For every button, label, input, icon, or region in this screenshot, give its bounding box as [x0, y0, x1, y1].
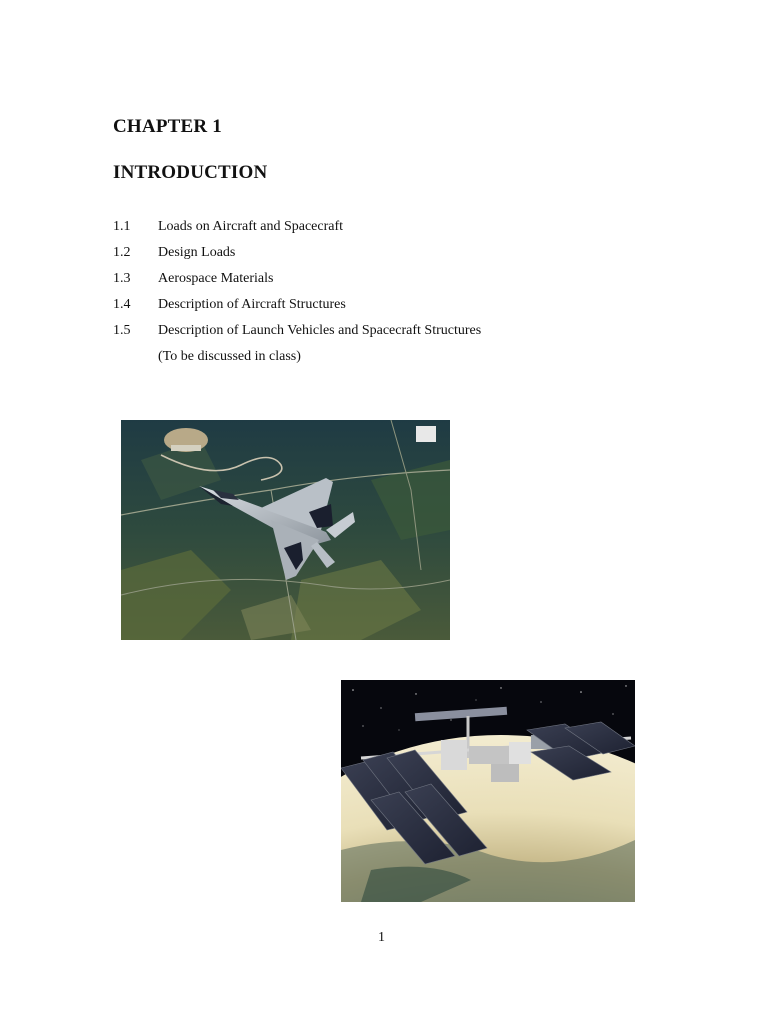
- discussion-note: (To be discussed in class): [158, 349, 301, 364]
- fighter-jet-photo: [121, 420, 450, 640]
- section-title: Aerospace Materials: [158, 271, 274, 286]
- chapter-heading: CHAPTER 1: [113, 116, 222, 137]
- page-number: 1: [378, 930, 385, 945]
- space-station-photo: [341, 680, 635, 902]
- section-number: 1.4: [113, 297, 131, 312]
- section-number: 1.1: [113, 219, 131, 234]
- section-title: Description of Aircraft Structures: [158, 297, 346, 312]
- chapter-title: INTRODUCTION: [113, 162, 268, 183]
- section-number: 1.2: [113, 245, 131, 260]
- section-title: Loads on Aircraft and Spacecraft: [158, 219, 344, 234]
- section-title: Design Loads: [158, 245, 236, 260]
- section-number: 1.3: [113, 271, 131, 286]
- section-number: 1.5: [113, 323, 131, 338]
- section-title: Description of Launch Vehicles and Spacecraft Structures: [158, 323, 482, 338]
